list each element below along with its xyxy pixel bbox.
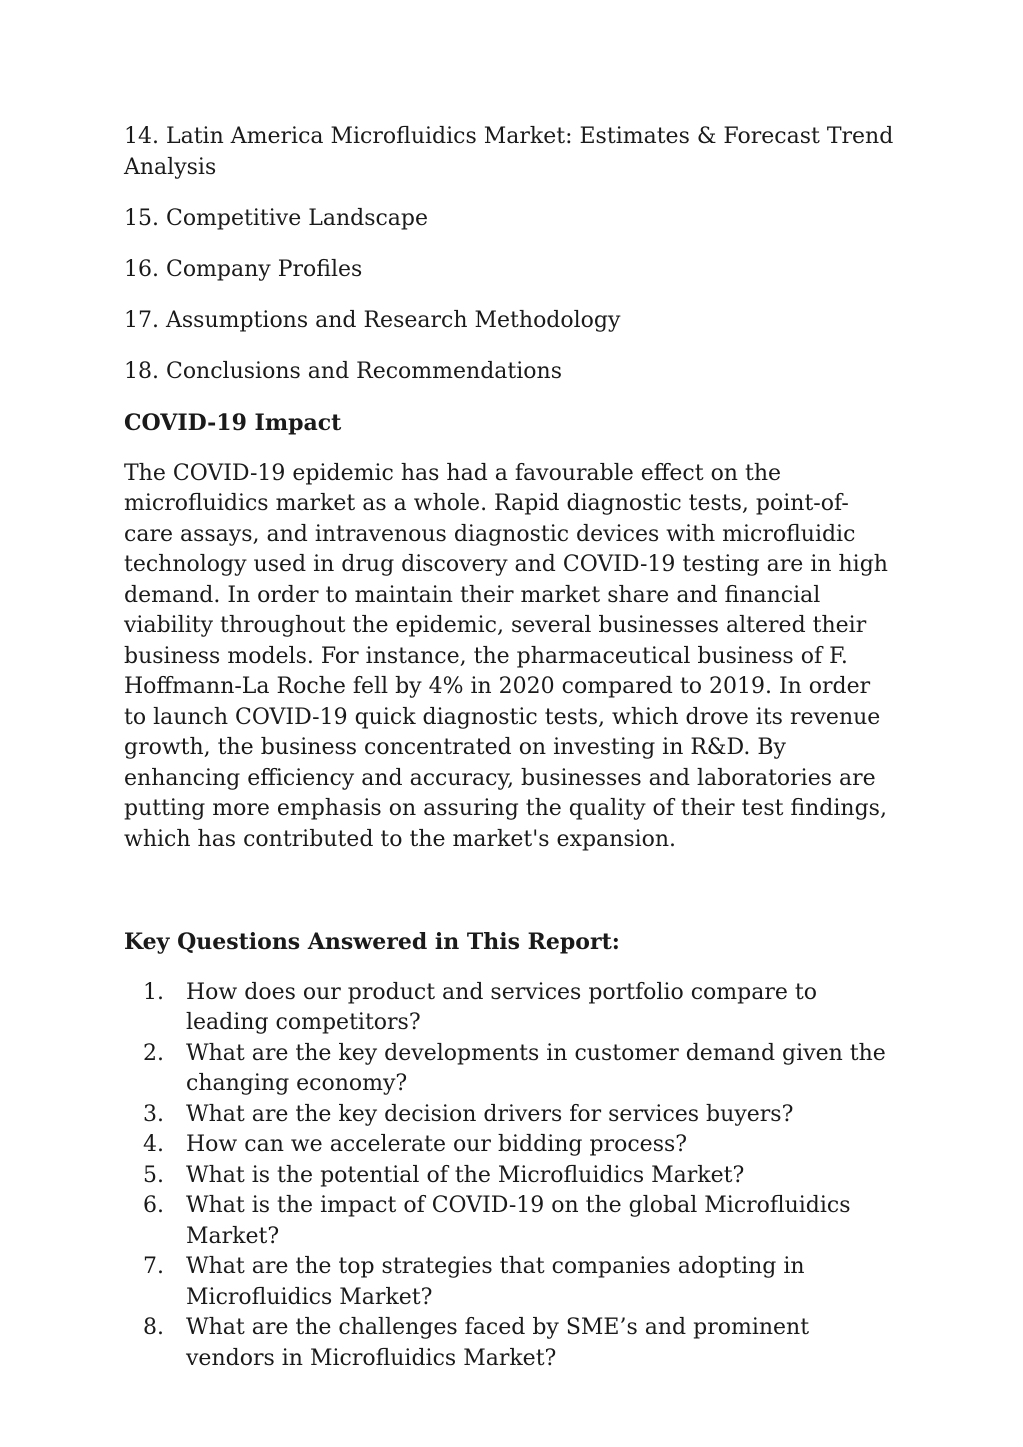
list-item-text: What is the impact of COVID-19 on the global Microfluidics Market? bbox=[186, 1193, 851, 1249]
list-item-text: What are the top strategies that companies adopting in Microfluidics Market? bbox=[186, 1254, 805, 1310]
list-item bbox=[124, 1130, 894, 1161]
list-item-text: What is the potential of the Microfluidics Market? bbox=[186, 1162, 745, 1188]
questions-list bbox=[124, 978, 894, 1375]
list-item-number: 2. bbox=[143, 1040, 164, 1066]
list-item bbox=[124, 1313, 894, 1374]
list-item bbox=[124, 1161, 894, 1192]
list-item bbox=[124, 1191, 894, 1252]
list-item-number: 5. bbox=[143, 1162, 164, 1188]
list-item-text: How can we accelerate our bidding process? bbox=[186, 1132, 688, 1157]
list-item-number: 7. bbox=[143, 1254, 164, 1279]
list-item-number: 4. bbox=[143, 1132, 164, 1157]
list-item bbox=[124, 1252, 894, 1313]
questions-heading: Key Questions Answered in This Report: bbox=[124, 928, 620, 955]
list-item-text: How does our product and services portfolio compare to leading competitors? bbox=[186, 979, 817, 1035]
list-item bbox=[124, 1100, 894, 1131]
list-item-number: 3. bbox=[143, 1101, 164, 1127]
toc-item-14: 14. Latin America Microfluidics Market: Estimates & Forecast Trend Analysis bbox=[124, 124, 894, 180]
document-page bbox=[124, 122, 894, 1374]
list-item-number: 6. bbox=[143, 1193, 164, 1218]
list-item-number: 1. bbox=[143, 979, 164, 1005]
list-item-number: 8. bbox=[143, 1315, 164, 1340]
list-item-text: What are the key developments in customer demand given the changing economy? bbox=[186, 1040, 886, 1096]
covid-body: The COVID-19 epidemic has had a favourable effect on the microfluidics market as a whole. Rapid diagnostic tests, point-of-care assays, and intravenous diagnostic devices with microfluidic technology used in drug discovery and COVID-19 testing are in high demand. In order to maintain their market share and financial viability throughout the epidemic, several businesses altered their business models. For instance, the pharmaceutical business of F. Hoffmann-La Roche fell by 4% in 2020 compared to 2019. In order to launch COVID-19 quick diagnostic tests, which drove its revenue growth, the business concentrated on investing in R&D. By enhancing efficiency and accuracy, businesses and laboratories are putting more emphasis on assuring the quality of their test findings, which has contributed to the market's expansion. bbox=[124, 460, 888, 852]
toc-item-16: 16. Company Profiles bbox=[124, 256, 363, 282]
section-spacer bbox=[124, 876, 894, 927]
toc-item-18: 18. Conclusions and Recommendations bbox=[124, 358, 562, 384]
toc-item-17: 17. Assumptions and Research Methodology bbox=[124, 307, 621, 333]
list-item bbox=[124, 1039, 894, 1100]
list-item bbox=[124, 978, 894, 1039]
covid-heading: COVID-19 Impact bbox=[124, 409, 342, 436]
list-item-text: What are the key decision drivers for services buyers? bbox=[186, 1101, 794, 1127]
toc-item-15: 15. Competitive Landscape bbox=[124, 205, 429, 231]
list-item-text: What are the challenges faced by SME’s and prominent vendors in Microfluidics Market? bbox=[186, 1315, 810, 1371]
